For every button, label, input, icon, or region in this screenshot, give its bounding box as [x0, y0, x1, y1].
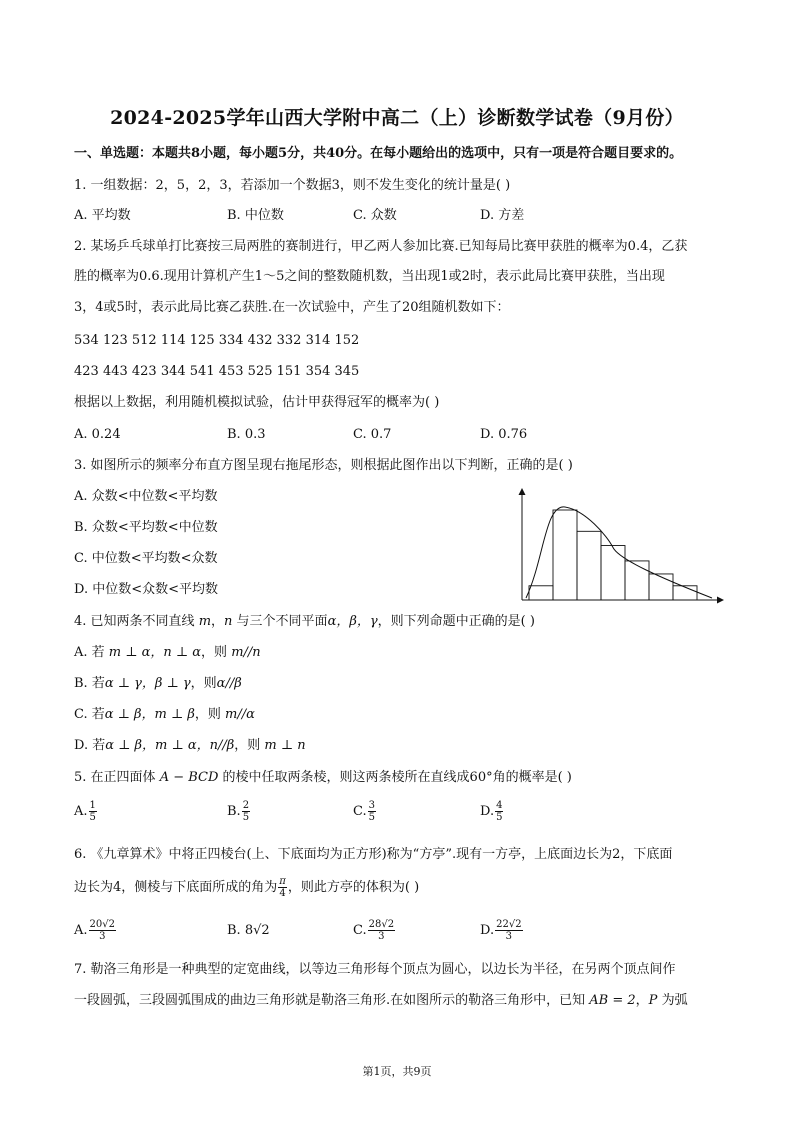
question-6-line-2	[74, 876, 419, 899]
q4a-then: ，则	[201, 645, 228, 660]
question-4-stem	[74, 613, 535, 631]
q5-stem-part-1: 5. 在正四面体	[74, 770, 156, 785]
histogram-bar	[529, 586, 553, 600]
point-p: P	[648, 993, 658, 1008]
q6c-numerator: 28√2	[368, 919, 395, 930]
frequency-histogram	[512, 486, 730, 608]
question-3-stem: 3. 如图所示的频率分布直方图呈现右拖尾形态，则根据此图作出以下判断，正确的是( )	[74, 458, 573, 473]
q6a-numerator: 20√2	[89, 919, 115, 930]
q4b-condition: α ⊥ γ，β ⊥ γ	[104, 676, 191, 691]
q6-option-d	[480, 919, 524, 942]
q4b-result: α//β	[216, 676, 242, 691]
line-n: n	[224, 614, 233, 629]
q4-separator: ，	[211, 614, 225, 629]
q4-option-b	[74, 675, 242, 693]
histogram-bar	[601, 546, 625, 600]
q2-option-b: B. 0.3	[227, 427, 266, 442]
histogram-bar	[649, 574, 673, 600]
q5c-label: C.	[353, 804, 367, 819]
pi-symbol: π	[279, 876, 286, 887]
q5a-denominator: 5	[89, 812, 96, 823]
q1-option-c: C. 众数	[353, 208, 397, 223]
q4d-result: m ⊥ n	[264, 738, 306, 753]
q4d-then: ，则	[234, 738, 261, 753]
q4-stem-part-3: ，则下列命题中正确的是( )	[377, 614, 535, 629]
q2-option-d: D. 0.76	[480, 427, 528, 442]
q3-option-b: B. 众数<平均数<中位数	[74, 520, 218, 535]
q4a-condition: m ⊥ α，n ⊥ α	[108, 645, 202, 660]
q1-option-a: A. 平均数	[74, 208, 131, 223]
q5b-numerator: 2	[242, 800, 250, 811]
histogram-bar	[577, 531, 601, 600]
question-6-line-1: 6. 《九章算术》中将正四棱台(上、下底面均为正方形)称为“方亭”.现有一方亭，上底面边长为2，下底面	[74, 847, 673, 862]
q5b-denominator: 5	[242, 812, 250, 823]
histogram-bar	[673, 586, 697, 600]
q6-option-b: B. 8√2	[227, 923, 270, 938]
q2-option-c: C. 0.7	[353, 427, 392, 442]
q5a-label: A.	[74, 804, 88, 819]
q3-option-a: A. 众数<中位数<平均数	[74, 489, 218, 504]
q5c-denominator: 5	[368, 812, 375, 823]
q6-line-2-part-2: ，则此方亭的体积为( )	[287, 880, 420, 895]
q4c-prefix: C. 若	[74, 707, 105, 722]
q4a-prefix: A. 若	[74, 645, 105, 660]
q7-line-2-part-1: 一段圆弧，三段圆弧围成的曲边三角形就是勒洛三角形.在如图所示的勒洛三角形中，已知	[74, 993, 586, 1008]
q3-option-c: C. 中位数<平均数<众数	[74, 551, 218, 566]
q4a-result: m//n	[231, 645, 261, 660]
q4-stem-part-1: 4. 已知两条不同直线	[74, 614, 195, 629]
q4-option-a	[74, 644, 261, 662]
q1-option-d: D. 方差	[480, 208, 525, 223]
q2-option-a: A. 0.24	[74, 427, 121, 442]
q6d-numerator: 22√2	[496, 919, 522, 930]
q6-option-a	[74, 919, 117, 942]
histogram-bar	[625, 561, 649, 600]
pi-denominator: 4	[279, 888, 286, 899]
q4-stem-part-2: 与三个不同平面	[236, 614, 328, 629]
question-2-line-3: 3，4或5时，表示此局比赛乙获胜.在一次试验中，产生了20组随机数如下：	[74, 300, 510, 315]
random-numbers-row-1: 534 123 512 114 125 334 432 332 314 152	[74, 333, 360, 348]
question-2-line-2: 胜的概率为0.6.现用计算机产生1～5之间的整数随机数，当出现1或2时，表示此局比赛甲获胜，当出现	[74, 269, 665, 284]
q6d-denominator: 3	[505, 931, 513, 942]
q5-option-d	[480, 800, 504, 823]
q4c-then: ，则	[194, 707, 221, 722]
tetrahedron-label: A − BCD	[159, 770, 219, 785]
question-1-stem: 1. 一组数据：2，5，2，3，若添加一个数据3，则不发生变化的统计量是( )	[74, 178, 511, 193]
q5d-denominator: 5	[496, 812, 503, 823]
q6a-denominator: 3	[99, 931, 106, 942]
planes-alpha-beta-gamma: α，β，γ	[327, 614, 378, 629]
q4b-prefix: B. 若	[74, 676, 105, 691]
ab-length: AB = 2	[589, 993, 636, 1008]
q6-line-2-part-1: 边长为4，侧棱与下底面所成的角为	[74, 880, 278, 895]
random-numbers-row-2: 423 443 423 344 541 453 525 151 354 345	[74, 364, 360, 379]
q4b-then: ，则	[190, 676, 217, 691]
question-7-line-1: 7. 勒洛三角形是一种典型的定宽曲线，以等边三角形每个顶点为圆心，以边长为半径，在另两个顶点间作	[74, 962, 676, 977]
q4-option-c	[74, 706, 255, 724]
q5c-numerator: 3	[368, 800, 375, 811]
q5-option-c	[353, 800, 377, 823]
q4d-prefix: D. 若	[74, 738, 106, 753]
q7-separator: ，	[635, 993, 649, 1008]
q5-option-b	[227, 800, 251, 823]
q6a-label: A.	[74, 923, 88, 938]
q6c-denominator: 3	[378, 931, 385, 942]
question-2-ask: 根据以上数据，利用随机模拟试验，估计甲获得冠军的概率为( )	[74, 395, 440, 410]
q6-option-c	[353, 919, 396, 942]
q5a-numerator: 1	[89, 800, 96, 811]
q1-option-b: B. 中位数	[227, 208, 284, 223]
question-7-line-2	[74, 992, 688, 1010]
q5d-numerator: 4	[496, 800, 503, 811]
page-title: 2024-2025学年山西大学附中高二（上）诊断数学试卷（9月份）	[110, 107, 684, 129]
line-m: m	[198, 614, 212, 629]
q4d-condition: α ⊥ β，m ⊥ α，n//β	[105, 738, 235, 753]
q4c-result: m//α	[225, 707, 255, 722]
question-5-stem	[74, 769, 572, 787]
q4c-condition: α ⊥ β，m ⊥ β	[104, 707, 195, 722]
q5-stem-part-2: 的棱中任取两条棱，则这两条棱所在直线成60°角的概率是( )	[222, 770, 572, 785]
histogram-bar	[553, 510, 577, 600]
distribution-curve	[526, 507, 712, 598]
q3-option-d: D. 中位数<众数<平均数	[74, 582, 219, 597]
section-heading: 一、单选题：本题共8小题，每小题5分，共40分。在每小题给出的选项中，只有一项是符合题目要求的。	[74, 146, 683, 161]
page-footer: 第1页，共9页	[362, 1065, 432, 1078]
q6c-label: C.	[353, 923, 367, 938]
q5b-label: B.	[227, 804, 241, 819]
question-2-line-1: 2. 某场乒乓球单打比赛按三局两胜的赛制进行，甲乙两人参加比赛.已知每局比赛甲获胜的概率为0.4，乙获	[74, 239, 688, 254]
q7-line-2-part-2: 为弧	[661, 993, 688, 1008]
q5d-label: D.	[480, 804, 495, 819]
q5-option-a	[74, 800, 98, 823]
q4-option-d	[74, 737, 306, 755]
q6d-label: D.	[480, 923, 495, 938]
